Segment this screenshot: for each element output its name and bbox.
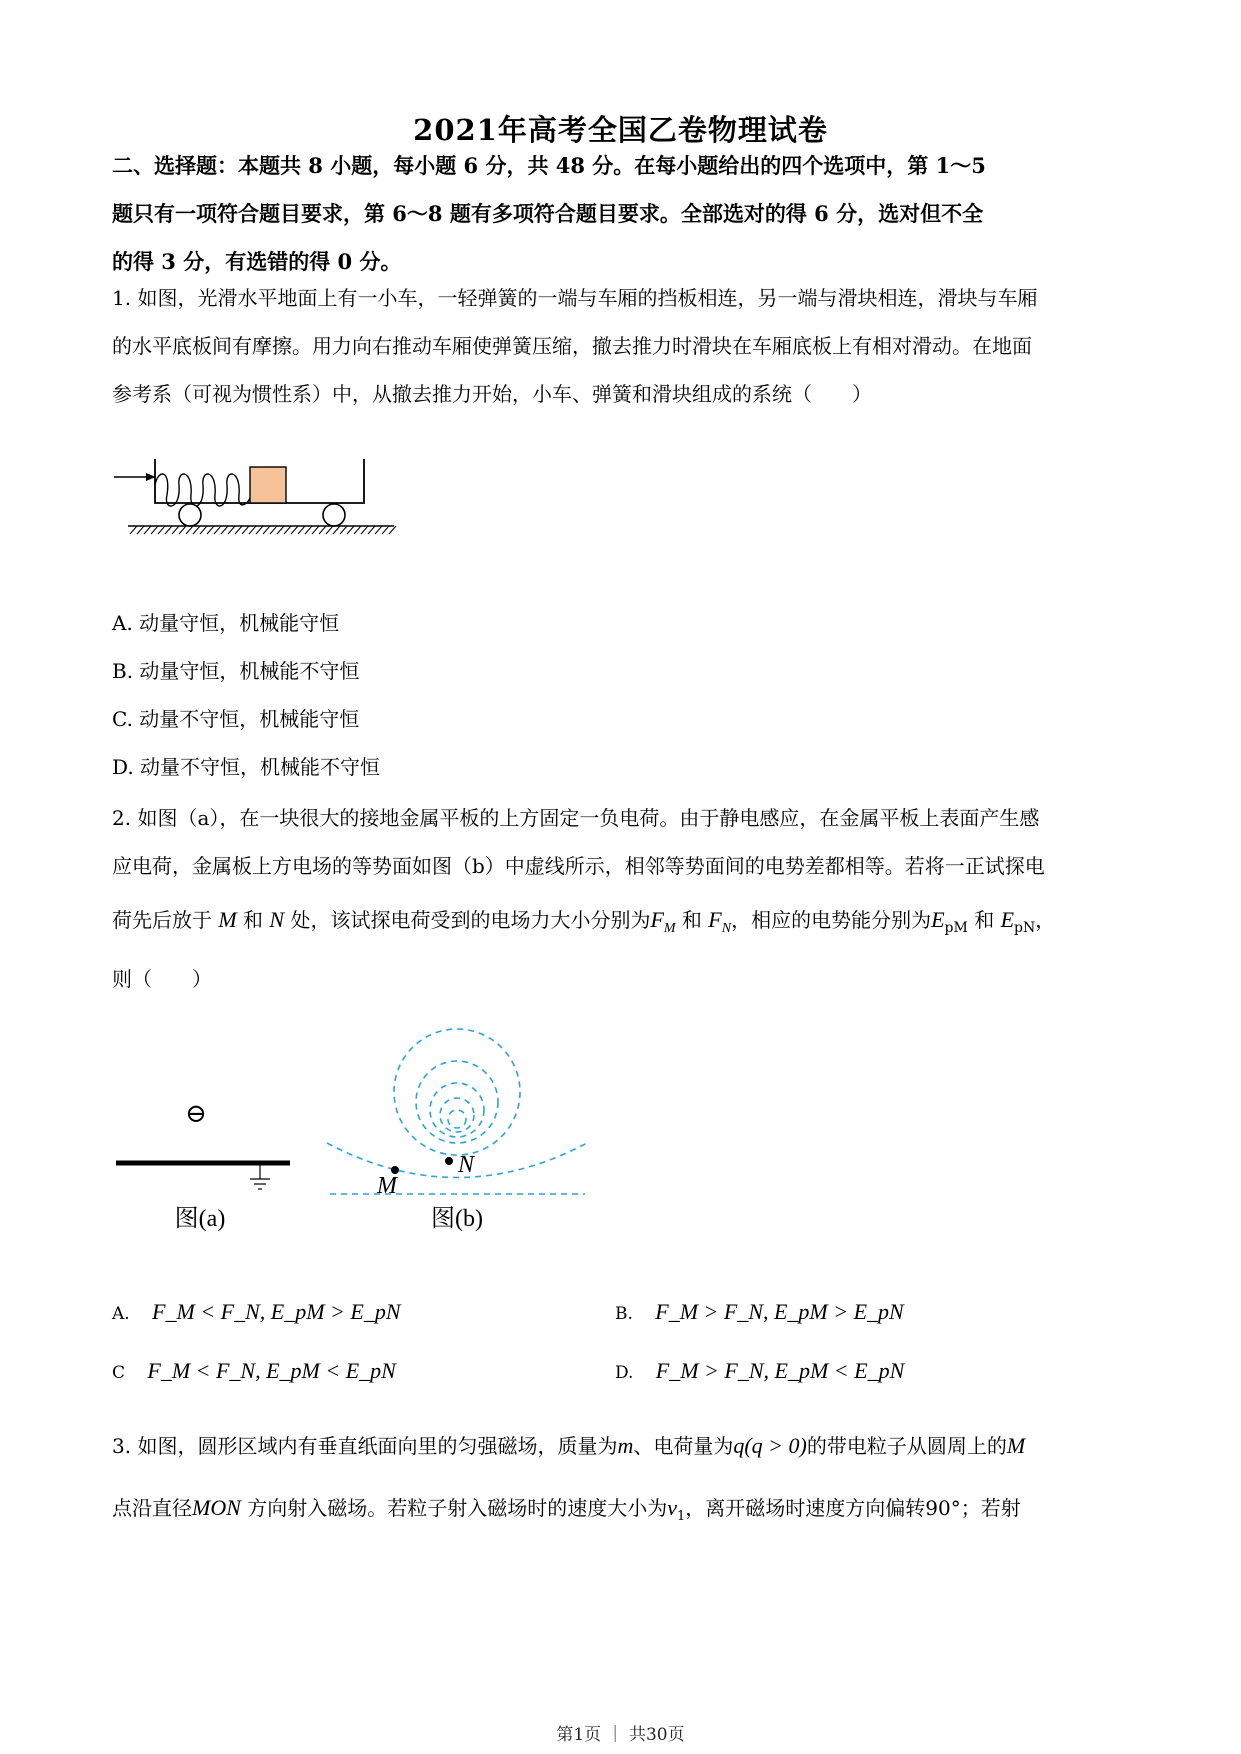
- q1-option-a[interactable]: A. 动量守恒，机械能守恒: [112, 611, 340, 635]
- q2-symbol-n: N: [269, 907, 285, 932]
- hatch-mark: [165, 526, 172, 534]
- hatch-mark: [319, 526, 326, 534]
- hatch-mark: [263, 526, 270, 534]
- hatch-mark: [333, 526, 340, 534]
- hatch-mark: [193, 526, 200, 534]
- figure-a-caption: 图(a): [174, 1206, 226, 1232]
- question-1-stem: [112, 274, 1132, 418]
- hatch-mark: [361, 526, 368, 534]
- hatch-mark: [375, 526, 382, 534]
- equipotential-ring-4: [440, 1098, 474, 1132]
- hatch-mark: [130, 526, 137, 534]
- equipotential-ring-2: [416, 1061, 498, 1143]
- q1-line-2: 的水平底板间有摩擦。用力向右推动车厢使弹簧压缩，撤去推力时滑块在车厢底板上有相对滑动。在地面: [112, 334, 1032, 358]
- hatch-mark: [284, 526, 291, 534]
- ground-hatching: [130, 526, 396, 534]
- q3-line-1: 3. 如图，圆形区域内有垂直纸面向里的匀强磁场，质量为m、电荷量为q(q > 0)的带电粒子从圆周上的M: [112, 1433, 1026, 1458]
- hatch-mark: [137, 526, 144, 534]
- hatch-mark: [270, 526, 277, 534]
- q1-line-3: 参考系（可视为惯性系）中，从撤去推力开始，小车、弹簧和滑块组成的系统（ ）: [112, 382, 872, 406]
- q2-symbol-epm: E: [931, 907, 945, 932]
- section-line-1: 二、选择题：本题共 8 小题，每小题 6 分，共 48 分。在每小题给出的四个选项中，第 1～5: [112, 153, 986, 178]
- page-title: 2021年高考全国乙卷物理试卷: [413, 113, 828, 147]
- q2-symbol-epn: E: [1000, 907, 1015, 932]
- spring-coil: [155, 474, 251, 506]
- q1-option-c[interactable]: C. 动量不守恒，机械能守恒: [112, 707, 360, 731]
- hatch-mark: [277, 526, 284, 534]
- equipotential-ring-5: [448, 1110, 466, 1128]
- hatch-mark: [242, 526, 249, 534]
- wheel-left: [179, 504, 201, 526]
- q2-option-a[interactable]: A. F_M < F_N, E_pM > E_pN: [112, 1299, 401, 1324]
- page-footer: 第1页 ｜ 共30页: [556, 1725, 685, 1745]
- hatch-mark: [382, 526, 389, 534]
- q2-line-2: 应电荷，金属板上方电场的等势面如图（b）中虚线所示，相邻等势面间的电势差都相等。若将一正试探电: [112, 854, 1045, 878]
- equipotential-ring-1: [394, 1029, 520, 1155]
- section-line-3: 的得 3 分，有选错的得 0 分。: [112, 249, 402, 274]
- question-3-stem: [112, 1415, 1132, 1548]
- q2-line-4: 则（ ）: [112, 967, 212, 991]
- hatch-mark: [368, 526, 375, 534]
- equipotential-lines: [327, 1029, 587, 1194]
- hatch-mark: [144, 526, 151, 534]
- q3-line-2: 点沿直径MON 方向射入磁场。若粒子射入磁场时的速度大小为$v_1$，离开磁场时速度方向偏转90°；若射: [112, 1495, 1021, 1524]
- hatch-mark: [291, 526, 298, 534]
- hatch-mark: [186, 526, 193, 534]
- q1-cart-figure: [112, 455, 402, 535]
- q2-option-d-expr: F_M > F_N, E_pM < E_pN: [655, 1358, 905, 1383]
- hatch-mark: [389, 526, 396, 534]
- point-n-dot: [445, 1157, 453, 1165]
- q1-option-d[interactable]: D. 动量不守恒，机械能不守恒: [112, 755, 381, 779]
- question-2-stem: [112, 794, 1132, 999]
- section-header: [112, 142, 1132, 286]
- q1-line-1: 1. 如图，光滑水平地面上有一小车，一轻弹簧的一端与车厢的挡板相连，另一端与滑块相连，滑块与车厢: [112, 286, 1038, 310]
- q2-figure-a: [112, 1085, 292, 1235]
- hatch-mark: [172, 526, 179, 534]
- sliding-block: [250, 467, 286, 503]
- q2-symbol-m: M: [218, 907, 237, 932]
- q2-option-c-expr: F_M < F_N, E_pM < E_pN: [147, 1358, 396, 1383]
- hatch-mark: [221, 526, 228, 534]
- q2-figure-b: [320, 1010, 590, 1235]
- section-line-2: 题只有一项符合题目要求，第 6～8 题有多项符合题目要求。全部选对的得 6 分，选对但不全: [112, 201, 984, 226]
- point-m-label: M: [377, 1173, 397, 1199]
- hatch-mark: [249, 526, 256, 534]
- q2-symbol-fn: F: [708, 907, 722, 932]
- hatch-mark: [305, 526, 312, 534]
- q2-option-a-expr: F_M < F_N, E_pM > E_pN: [152, 1299, 401, 1324]
- hatch-mark: [340, 526, 347, 534]
- hatch-mark: [228, 526, 235, 534]
- hatch-mark: [235, 526, 242, 534]
- hatch-mark: [214, 526, 221, 534]
- q2-line-3: 荷先后放于 M 和 N 处，该试探电荷受到的电场力大小分别为$F_M$ 和 $F_N$，相应的电势能分别为$E_{pM}$ 和 $E_{pN}$，: [112, 907, 1056, 936]
- q2-line-1: 2. 如图（a），在一块很大的接地金属平板的上方固定一负电荷。由于静电感应，在金属平板上表面产生感: [112, 806, 1040, 830]
- figure-b-caption: 图(b): [431, 1206, 483, 1232]
- point-n-label: N: [458, 1152, 475, 1178]
- equipotential-ring-3: [430, 1083, 484, 1137]
- q2-option-b[interactable]: B. F_M > F_N, E_pM > E_pN: [615, 1299, 904, 1324]
- hatch-mark: [347, 526, 354, 534]
- negative-charge-icon: ⊖: [185, 1099, 207, 1128]
- hatch-mark: [151, 526, 158, 534]
- q2-option-c[interactable]: C F_M < F_N, E_pM < E_pN: [112, 1358, 396, 1383]
- equipotential-curve: [327, 1143, 587, 1178]
- wheel-right: [323, 504, 345, 526]
- hatch-mark: [354, 526, 361, 534]
- hatch-mark: [179, 526, 186, 534]
- q2-symbol-fm: F: [650, 907, 664, 932]
- hatch-mark: [298, 526, 305, 534]
- hatch-mark: [207, 526, 214, 534]
- hatch-mark: [326, 526, 333, 534]
- q2-option-d[interactable]: D. F_M > F_N, E_pM < E_pN: [615, 1358, 905, 1383]
- hatch-mark: [312, 526, 319, 534]
- hatch-mark: [256, 526, 263, 534]
- hatch-mark: [158, 526, 165, 534]
- q2-option-b-expr: F_M > F_N, E_pM > E_pN: [655, 1299, 904, 1324]
- hatch-mark: [200, 526, 207, 534]
- q1-option-b[interactable]: B. 动量守恒，机械能不守恒: [112, 659, 360, 683]
